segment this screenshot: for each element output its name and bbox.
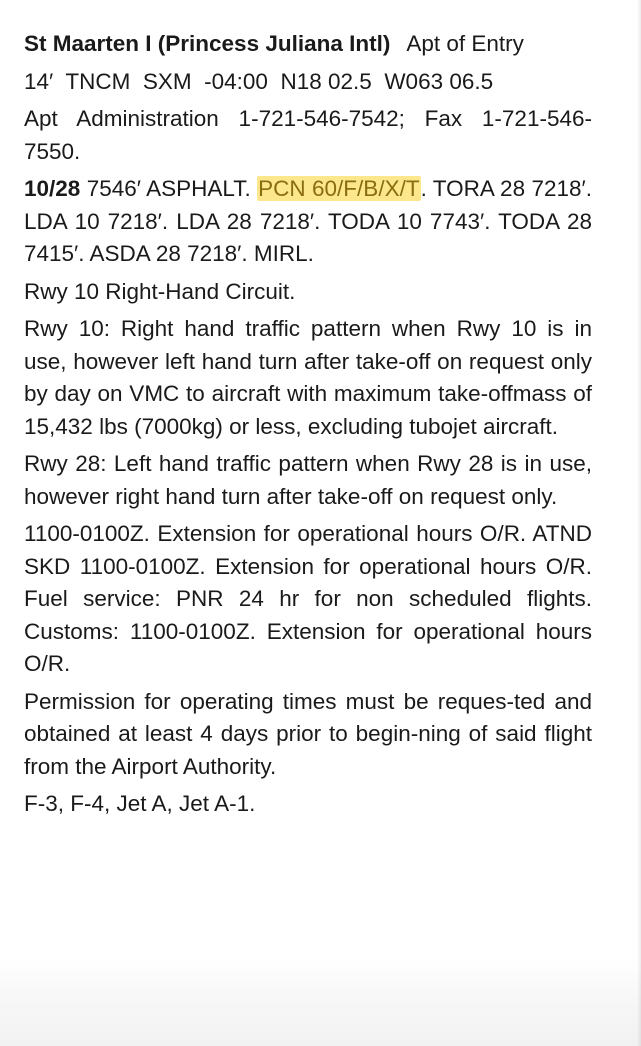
circuit-note: Rwy 10 Right-Hand Circuit. <box>24 278 296 304</box>
runway-details-pre: 7546′ ASPHALT. <box>80 176 258 201</box>
airport-entry <box>24 28 592 826</box>
runway-details-post: . TORA 28 7218′. LDA 10 7218′. LDA 28 7218′. TODA 10 7743′. TODA 28 7415′. ASDA 28 7218′. MIRL. <box>24 176 592 266</box>
utc-offset: -04:00 <box>204 68 268 94</box>
latitude: N18 02.5 <box>280 68 372 94</box>
elevation: 14′ <box>24 68 54 94</box>
icao-code: TNCM <box>65 68 131 94</box>
longitude: W063 06.5 <box>384 68 494 94</box>
contact-info: Apt Administration 1-721-546-7542; Fax 1-721-546-7550. <box>24 106 592 164</box>
pcn-highlight[interactable]: PCN 60/F/B/X/T <box>258 176 420 201</box>
runway-id: 10/28 <box>24 176 81 201</box>
rwy10-notes: Rwy 10: Right hand traffic pattern when Rwy 10 is in use, however left hand turn after take-off on request only by day on VMC to aircraft with maximum take-offmass of 15,432 lbs (7000kg) or less, excluding tubojet aircraft. <box>24 316 592 439</box>
permission-note: Permission for operating times must be reques-ted and obtained at least 4 days prior to begin-ning of said flight from the Airport Authority. <box>24 688 592 779</box>
airport-header <box>24 28 592 61</box>
fuel-types: F-3, F-4, Jet A, Jet A-1. <box>24 791 256 816</box>
rwy28-notes: Rwy 28: Left hand traffic pattern when Rwy 28 is in use, however right hand turn after take-off on request only. <box>24 451 592 509</box>
runway-info <box>24 173 592 271</box>
airport-name: St Maarten I (Princess Juliana Intl) <box>24 31 391 56</box>
operating-hours: 1100-0100Z. Extension for operational hours O/R. ATND SKD 1100-0100Z. Extension for operational hours O/R. Fuel service: PNR 24 hr for non scheduled flights. Customs: 1100-0100Z. Extension for operational hours O/R. <box>24 521 592 676</box>
page-edge-shadow <box>637 0 641 1046</box>
airport-info-line <box>24 66 592 99</box>
airport-designation: Apt of Entry <box>406 31 524 56</box>
iata-code: SXM <box>142 68 192 94</box>
